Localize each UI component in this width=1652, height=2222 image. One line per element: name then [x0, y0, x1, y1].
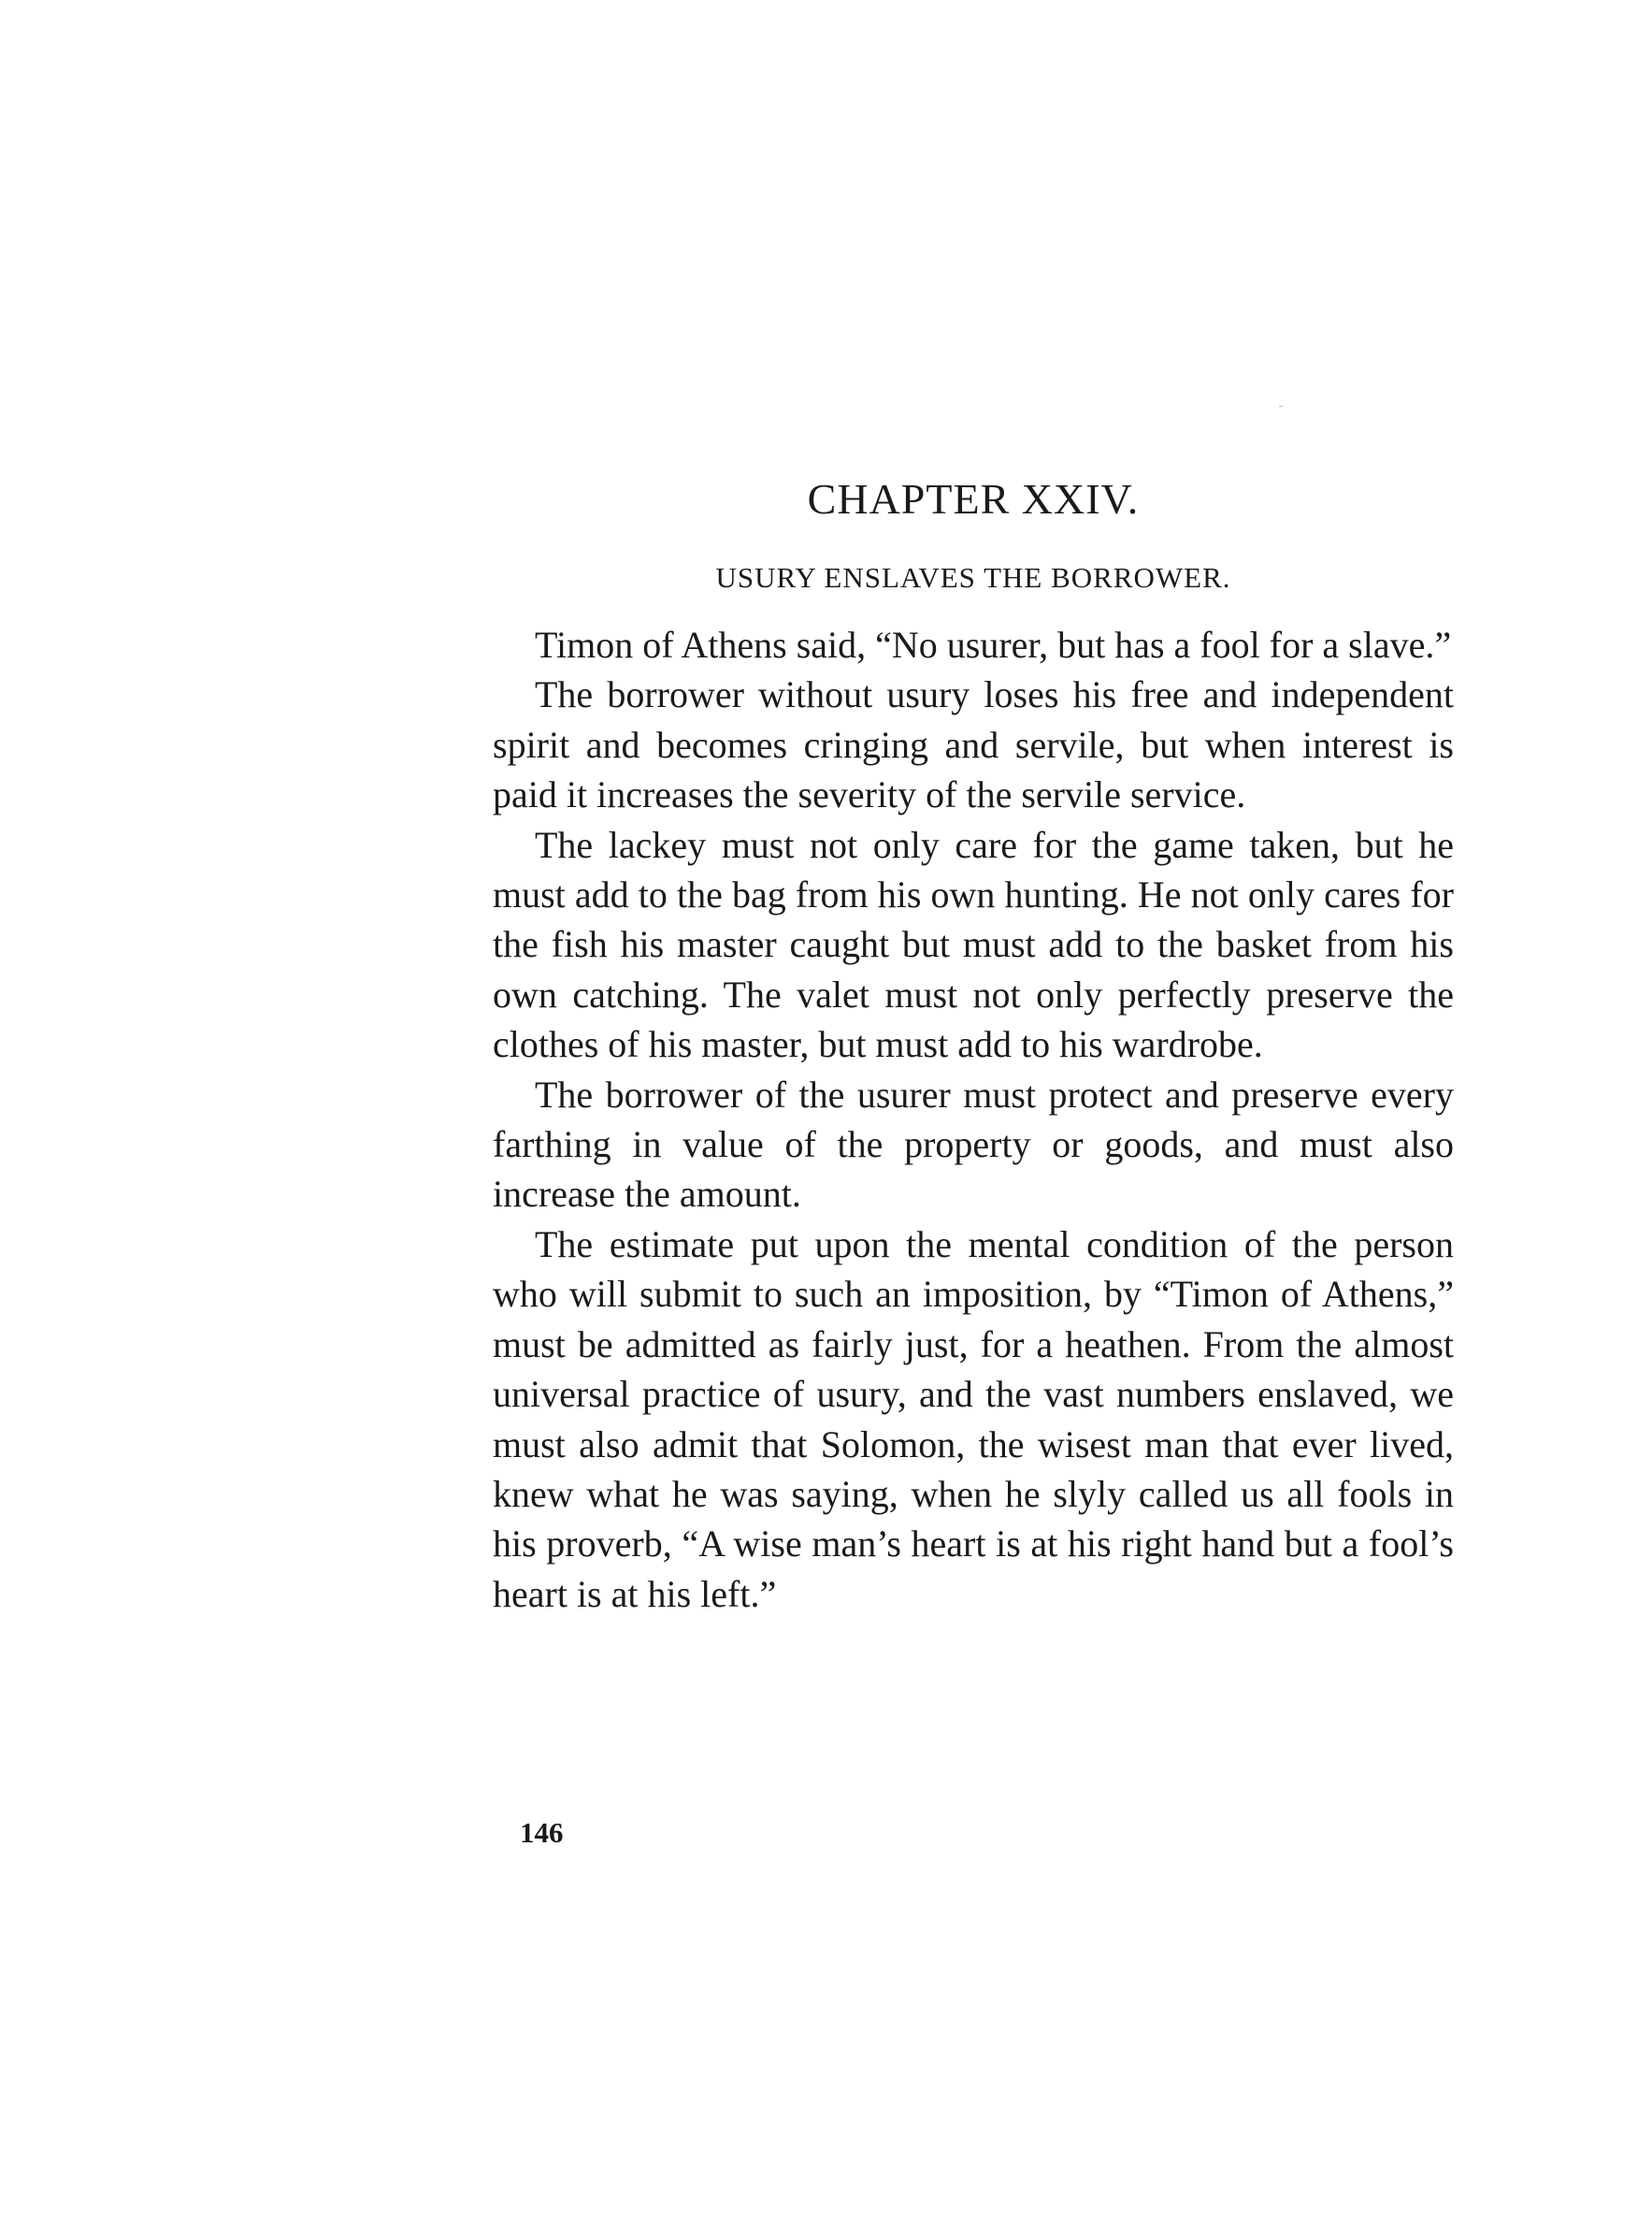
scan-speck	[1279, 406, 1283, 407]
paragraph-5: The estimate put upon the mental condition of the person who will submit to such an imposition, by “Timon of Athens,” must be admitted as fairly just, for a heathen. From the almost universal practice of usury, and the vast numbers enslaved, we must also admit that Solomon, the wisest man that ever lived, knew what he was saying, when he slyly called us all fools in his proverb, “A wise man’s heart is at his right hand but a fool’s heart is at his left.”	[493, 1222, 1454, 1615]
paragraph-3: The lackey must not only care for the game taken, but he must add to the bag from his own hunting. He not only cares for the fish his master caught but must add to the basket from his own catching. The valet must not only perfectly preserve the clothes of his master, but must add to his wardrobe.	[493, 823, 1454, 1066]
paragraph-1: Timon of Athens said, “No usurer, but has a fool for a slave.”	[535, 624, 1452, 666]
paragraph-2: The borrower without usury loses his free and independent spirit and becomes cringing and servile, but when interest is paid it increases the severity of the servile service.	[493, 673, 1454, 816]
chapter-title: CHAPTER XXIV.	[807, 475, 1140, 523]
page-number: 146	[520, 1816, 564, 1849]
chapter-subtitle: USURY ENSLAVES THE BORROWER.	[715, 561, 1231, 594]
paragraph-4: The borrower of the usurer must protect and preserve every farthing in value of the property or goods, and must also increase the amount.	[493, 1073, 1454, 1216]
chapter-body	[493, 620, 1454, 1619]
